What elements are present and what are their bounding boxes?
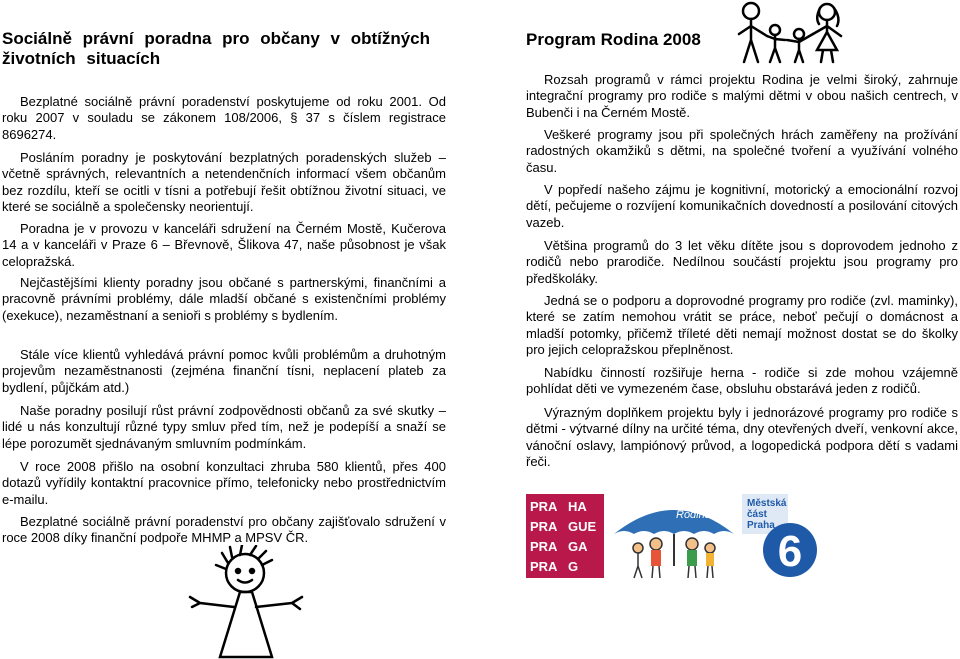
paragraph: Stále více klientů vyhledává právní pomoc kvůli problémům a druhotným projevům nezaměstnanosti (zejména finanční tísni, neplacení plateb za bydlení, půjčkám atd.) (2, 347, 446, 395)
child-drawing-illustration (180, 545, 325, 659)
paragraph: Výrazným doplňkem projektu byly i jednorázové programy pro rodiče s dětmi - výtvarné dílny na určité téma, dny otevřených dveří, venkovní akce, vánoční oslavy, lampiónový průvod, a logopedická podpora dětí s vadami řeči. (526, 405, 958, 469)
family-figures-illustration (729, 0, 859, 64)
praha-logo-text: PRA (530, 539, 558, 554)
district-text: Praha (747, 520, 775, 531)
praha-logo-text: G (568, 559, 579, 574)
praha-logo-text: PRA (530, 499, 558, 514)
page-title: Sociálně právní poradna pro občany v obtížných životních situacích (2, 29, 431, 68)
paragraph: Naše poradny posilují růst právní zodpovědnosti občanů za své skutky – lidé u nás konzultují různé typy smluv před tím, než je podepíší a snaží se lépe porozumět sjednávaným smluvním podmínkám. (2, 403, 446, 451)
paragraph: Posláním poradny je poskytování bezplatných poradenských služeb – včetně správných, relevantních a netendenčních informací všem občanům bez rozdílu, kteří se ocitli v tísni a potřebují řešit obtížnou životní situaci, ve které se sociálně a společensky neorientují. (2, 150, 446, 214)
paragraph: Poradna je v provozu v kanceláři sdružení na Černém Mostě, Kučerova 14 a v kanceláři v Praze 6 – Břevnově, Šlikova 47, naše působnost je však celopražská. (2, 221, 446, 269)
district-number: 6 (777, 527, 803, 576)
paragraph: Bezplatné sociálně právní poradenství poskytujeme od roku 2001. Od roku 2007 v souladu se zákonem 108/2006, § 37 s číslem registrace 8696274. (2, 94, 446, 142)
umbrella-text: Rodina (676, 509, 711, 521)
praha-logo (526, 494, 604, 578)
paragraph: Nejčastějšími klienty poradny jsou občané s partnerskými, finančními a pracovně právními problémy, dále mladší občané s existenčními problémy (exekuce), nezaměstnaní a senioři s problémy s bydlením. (2, 275, 446, 323)
paragraph: Veškeré programy jsou při společných hrách zaměřeny na prožívání radostných okamžiků s dětmi, na společné tvoření a využívání volného času. (526, 127, 958, 175)
rodina-umbrella-logo (608, 496, 740, 580)
praha-logo-text: PRA (530, 559, 558, 574)
paragraph: Bezplatné sociálně právní poradenství pro občany zajišťovalo sdružení v roce 2008 díky finanční podpoře MHMP a MPSV ČR. (2, 514, 446, 546)
praha-logo-text: HA (568, 499, 587, 514)
paragraph: Většina programů do 3 let věku dítěte jsou s doprovodem jednoho z rodičů nebo prarodiče. Nedílnou součástí projektu jsou programy pro předškoláky. (526, 238, 958, 286)
paragraph: Jedná se o podporu a doprovodné programy pro rodiče (zvl. maminky), které se zatím nemohou vrátit se práce, neboť pečují o domácnost a mladší potomky, přičemž tříleté děti nemají možnost dostat se do školky pro jejich celopražskou přeplněnost. (526, 293, 958, 357)
paragraph: Nabídku činností rozšiřuje herna - rodiče si zde mohou vzájemně pohlídat děti ve vymezeném čase, obsluhu obstarává jeden z rodičů. (526, 365, 958, 397)
paragraph: V popředí našeho zájmu je kognitivní, motorický a emocionální rozvoj dětí, pečujeme o rozvíjení komunikačních dovedností a posilování citových vazeb. (526, 182, 958, 230)
district-text: část (747, 509, 768, 520)
section-title: Program Rodina 2008 (526, 30, 701, 49)
praha-logo-text: GA (568, 539, 588, 554)
praha-6-logo (742, 494, 830, 578)
praha-logo-text: PRA (530, 519, 558, 534)
praha-logo-text: GUE (568, 519, 597, 534)
paragraph: Rozsah programů v rámci projektu Rodina je velmi široký, zahrnuje integrační programy pro rodiče s malými dětmi v obou našich centrech, v Bubenči i na Černém Mostě. (526, 72, 958, 120)
paragraph: V roce 2008 přišlo na osobní konzultaci zhruba 580 klientů, přes 400 dotazů vyřídily kontaktní pracovnice přímo, telefonicky nebo prostřednictvím e-mailu. (2, 459, 446, 507)
district-text: Městská (747, 498, 787, 509)
